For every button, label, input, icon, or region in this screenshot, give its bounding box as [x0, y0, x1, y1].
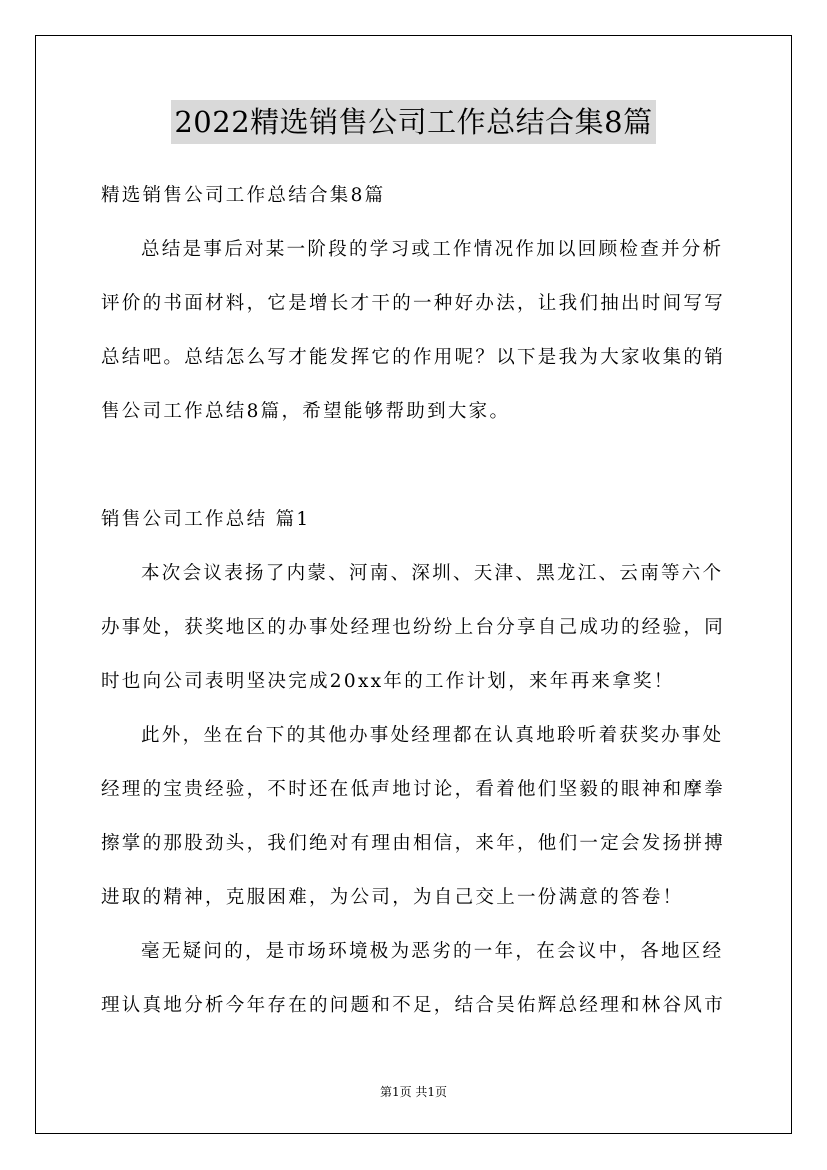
intro-line: 总结是事后对某一阶段的学习或工作情况作加以回顾检查并分析: [141, 239, 724, 260]
document-title: 2022精选销售公司工作总结合集8篇: [171, 100, 655, 144]
document-subtitle: 精选销售公司工作总结合集8篇: [101, 185, 386, 206]
section-spacer: [101, 446, 727, 500]
intro-line: 售公司工作总结8篇，希望能够帮助到大家。: [101, 401, 511, 422]
paragraph-line: 理认真地分析今年存在的问题和不足，结合吴佑辉总经理和林谷风市: [101, 995, 726, 1016]
paragraph-line: 本次会议表扬了内蒙、河南、深圳、天津、黑龙江、云南等六个: [141, 563, 724, 584]
page-footer: 第1页 共1页: [379, 1085, 448, 1099]
paragraph-line: 擦掌的那股劲头，我们绝对有理由相信，来年，他们一定会发扬拼搏: [101, 833, 726, 854]
intro-line: 评价的书面材料，它是增长才干的一种好办法，让我们抽出时间写写: [101, 293, 726, 314]
paragraph-line: 经理的宝贵经验，不时还在低声地讨论，看着他们坚毅的眼神和摩拳: [101, 779, 726, 800]
section-heading: 销售公司工作总结 篇1: [101, 509, 311, 530]
intro-line: 总结吧。总结怎么写才能发挥它的作用呢？以下是我为大家收集的销: [101, 347, 726, 368]
paragraph-line: 毫无疑问的，是市场环境极为恶劣的一年，在会议中，各地区经: [141, 941, 724, 962]
document-body: [101, 176, 727, 1040]
paragraph-line: 进取的精神，克服困难，为公司，为自己交上一份满意的答卷！: [101, 887, 684, 908]
paragraph-line: 办事处，获奖地区的办事处经理也纷纷上台分享自己成功的经验，同: [101, 617, 726, 638]
paragraph-line: 时也向公司表明坚决完成20xx年的工作计划，来年再来拿奖！: [101, 671, 675, 692]
title-container: [0, 100, 827, 144]
paragraph-line: 此外，坐在台下的其他办事处经理都在认真地聆听着获奖办事处: [141, 725, 724, 746]
